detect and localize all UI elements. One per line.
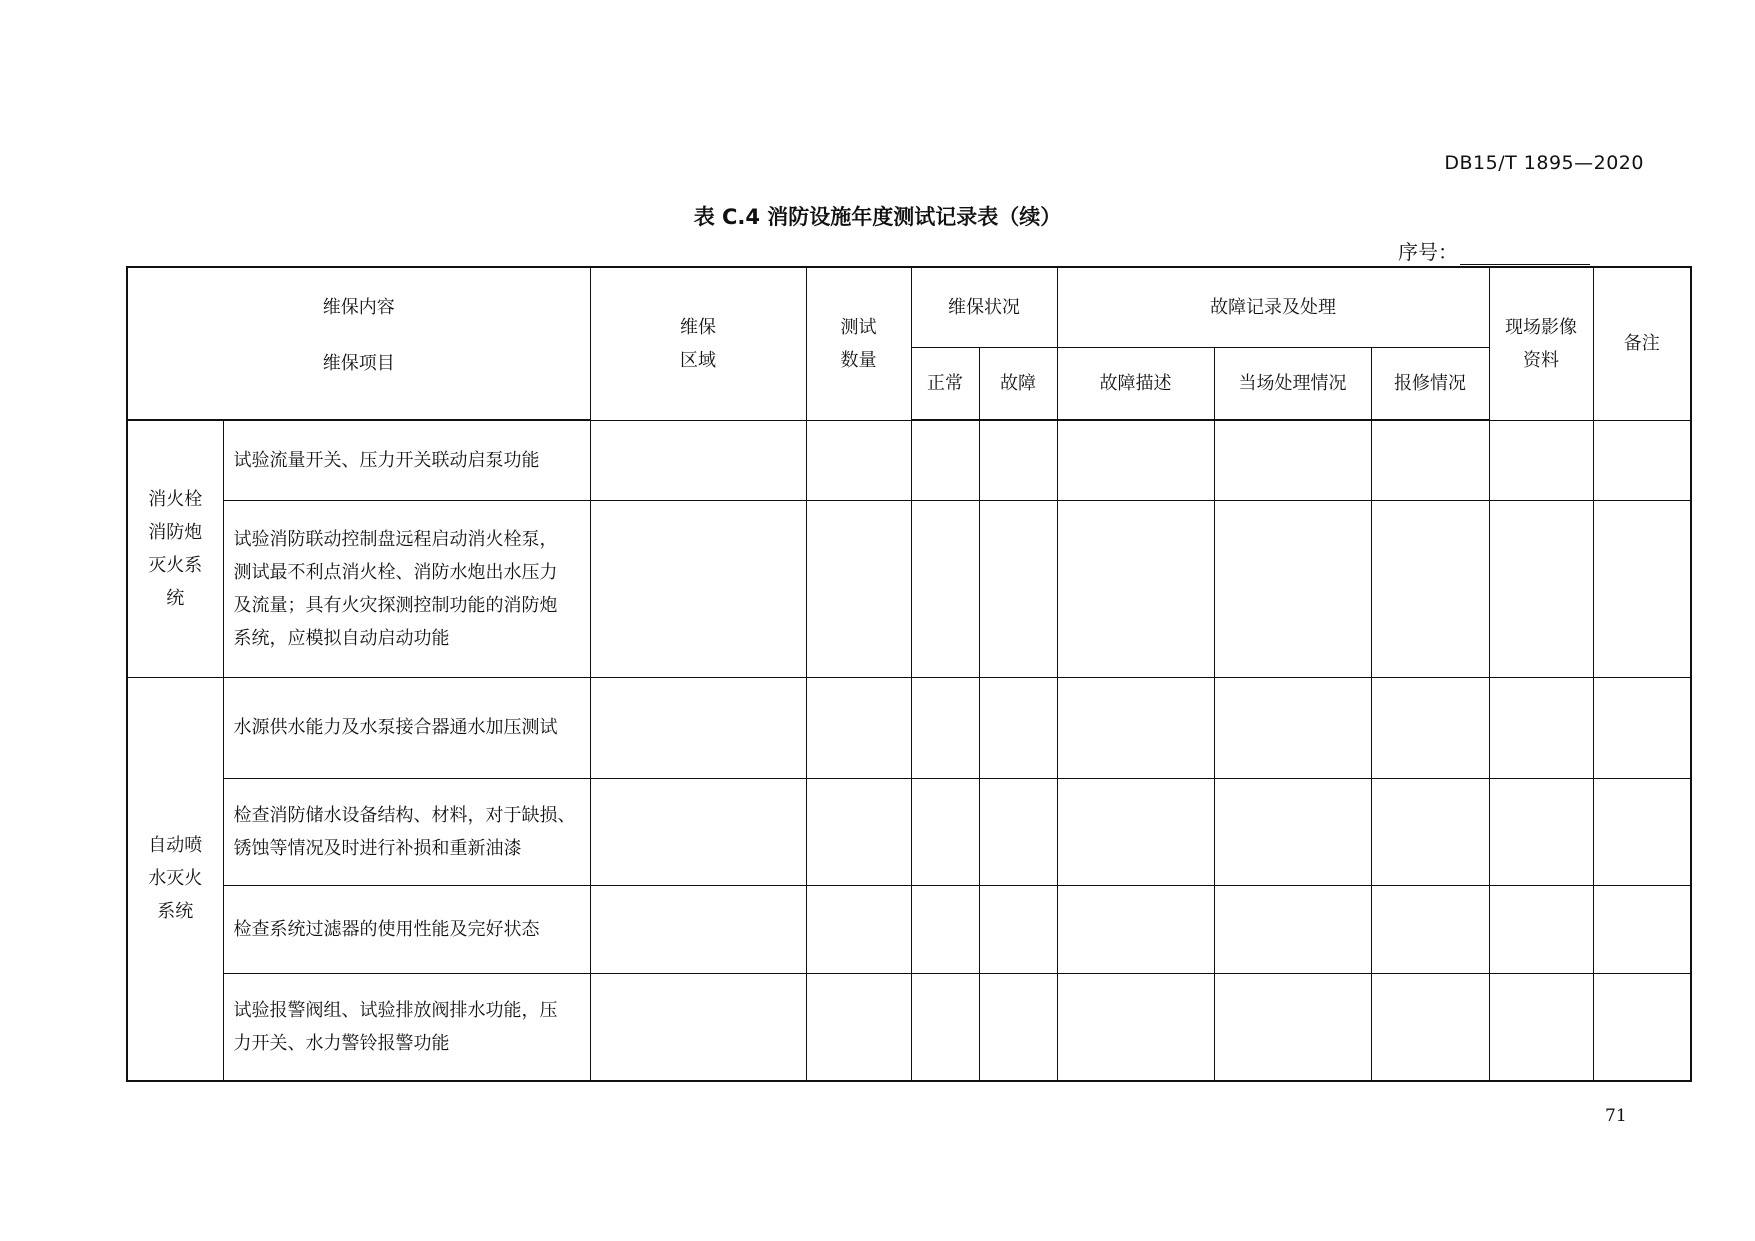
- remarks-cell[interactable]: [1593, 885, 1691, 973]
- table-row: [127, 973, 1691, 1081]
- fault-cell[interactable]: [979, 973, 1057, 1081]
- quantity-cell[interactable]: [806, 500, 911, 677]
- system-name: 消火栓 消防炮 灭火系 统: [127, 420, 223, 677]
- remarks-cell[interactable]: [1593, 973, 1691, 1081]
- quantity-cell[interactable]: [806, 885, 911, 973]
- fault-desc-cell[interactable]: [1057, 778, 1214, 885]
- header-item: 维保项目: [127, 347, 590, 420]
- fault-desc-cell[interactable]: [1057, 973, 1214, 1081]
- header-onsite: 当场处理情况: [1214, 347, 1371, 420]
- fault-cell[interactable]: [979, 677, 1057, 778]
- table-row: [127, 420, 1691, 500]
- images-cell[interactable]: [1489, 420, 1593, 500]
- item-text: 试验流量开关、压力开关联动启泵功能: [223, 420, 590, 500]
- item-text: 水源供水能力及水泵接合器通水加压测试: [223, 677, 590, 778]
- record-table: [126, 266, 1692, 1082]
- header-content: 维保内容: [127, 267, 590, 347]
- header-normal: 正常: [911, 347, 979, 420]
- onsite-cell[interactable]: [1214, 885, 1371, 973]
- quantity-cell[interactable]: [806, 420, 911, 500]
- remarks-cell[interactable]: [1593, 778, 1691, 885]
- header-images: 现场影像 资料: [1489, 267, 1593, 420]
- normal-cell[interactable]: [911, 420, 979, 500]
- table-title: 表 C.4 消防设施年度测试记录表（续）: [693, 205, 1062, 229]
- header-quantity: 测试 数量: [806, 267, 911, 420]
- repair-cell[interactable]: [1371, 885, 1489, 973]
- onsite-cell[interactable]: [1214, 677, 1371, 778]
- header-remarks: 备注: [1593, 267, 1691, 420]
- images-cell[interactable]: [1489, 677, 1593, 778]
- images-cell[interactable]: [1489, 500, 1593, 677]
- images-cell[interactable]: [1489, 973, 1593, 1081]
- images-cell[interactable]: [1489, 778, 1593, 885]
- area-cell[interactable]: [590, 677, 806, 778]
- quantity-cell[interactable]: [806, 778, 911, 885]
- repair-cell[interactable]: [1371, 677, 1489, 778]
- repair-cell[interactable]: [1371, 778, 1489, 885]
- area-cell[interactable]: [590, 500, 806, 677]
- table-row: [127, 778, 1691, 885]
- fault-cell[interactable]: [979, 500, 1057, 677]
- area-cell[interactable]: [590, 885, 806, 973]
- header-area: 维保 区域: [590, 267, 806, 420]
- item-text: 检查系统过滤器的使用性能及完好状态: [223, 885, 590, 973]
- system-name: 自动喷 水灭火 系统: [127, 677, 223, 1081]
- area-cell[interactable]: [590, 778, 806, 885]
- table-row: [127, 677, 1691, 778]
- header-fault: 故障: [979, 347, 1057, 420]
- area-cell[interactable]: [590, 420, 806, 500]
- onsite-cell[interactable]: [1214, 778, 1371, 885]
- item-text: 试验报警阀组、试验排放阀排水功能，压 力开关、水力警铃报警功能: [223, 973, 590, 1081]
- repair-cell[interactable]: [1371, 420, 1489, 500]
- fault-desc-cell[interactable]: [1057, 885, 1214, 973]
- onsite-cell[interactable]: [1214, 500, 1371, 677]
- serial-label: 序号：: [1398, 240, 1458, 264]
- fault-desc-cell[interactable]: [1057, 420, 1214, 500]
- table-row: [127, 885, 1691, 973]
- images-cell[interactable]: [1489, 885, 1593, 973]
- normal-cell[interactable]: [911, 778, 979, 885]
- header-status: 维保状况: [911, 267, 1057, 347]
- table-row: [127, 500, 1691, 677]
- header-fault-desc: 故障描述: [1057, 347, 1214, 420]
- quantity-cell[interactable]: [806, 677, 911, 778]
- page-number: 71: [1605, 1106, 1627, 1126]
- fault-cell[interactable]: [979, 885, 1057, 973]
- item-text: 试验消防联动控制盘远程启动消火栓泵， 测试最不利点消火栓、消防水炮出水压力 及流量；具有火灾探测控制功能的消防炮 系统，应模拟自动启动功能: [223, 500, 590, 677]
- onsite-cell[interactable]: [1214, 420, 1371, 500]
- remarks-cell[interactable]: [1593, 420, 1691, 500]
- fault-cell[interactable]: [979, 420, 1057, 500]
- header-fault-record: 故障记录及处理: [1057, 267, 1489, 347]
- normal-cell[interactable]: [911, 973, 979, 1081]
- repair-cell[interactable]: [1371, 500, 1489, 677]
- normal-cell[interactable]: [911, 885, 979, 973]
- remarks-cell[interactable]: [1593, 677, 1691, 778]
- standard-code: DB15/T 1895—2020: [1444, 152, 1644, 174]
- quantity-cell[interactable]: [806, 973, 911, 1081]
- fault-desc-cell[interactable]: [1057, 500, 1214, 677]
- remarks-cell[interactable]: [1593, 500, 1691, 677]
- item-text: 检查消防储水设备结构、材料，对于缺损、 锈蚀等情况及时进行补损和重新油漆: [223, 778, 590, 885]
- serial-number: [1398, 236, 1590, 265]
- normal-cell[interactable]: [911, 677, 979, 778]
- onsite-cell[interactable]: [1214, 973, 1371, 1081]
- header-repair: 报修情况: [1371, 347, 1489, 420]
- fault-cell[interactable]: [979, 778, 1057, 885]
- fault-desc-cell[interactable]: [1057, 677, 1214, 778]
- repair-cell[interactable]: [1371, 973, 1489, 1081]
- serial-blank-line: [1460, 244, 1590, 265]
- normal-cell[interactable]: [911, 500, 979, 677]
- area-cell[interactable]: [590, 973, 806, 1081]
